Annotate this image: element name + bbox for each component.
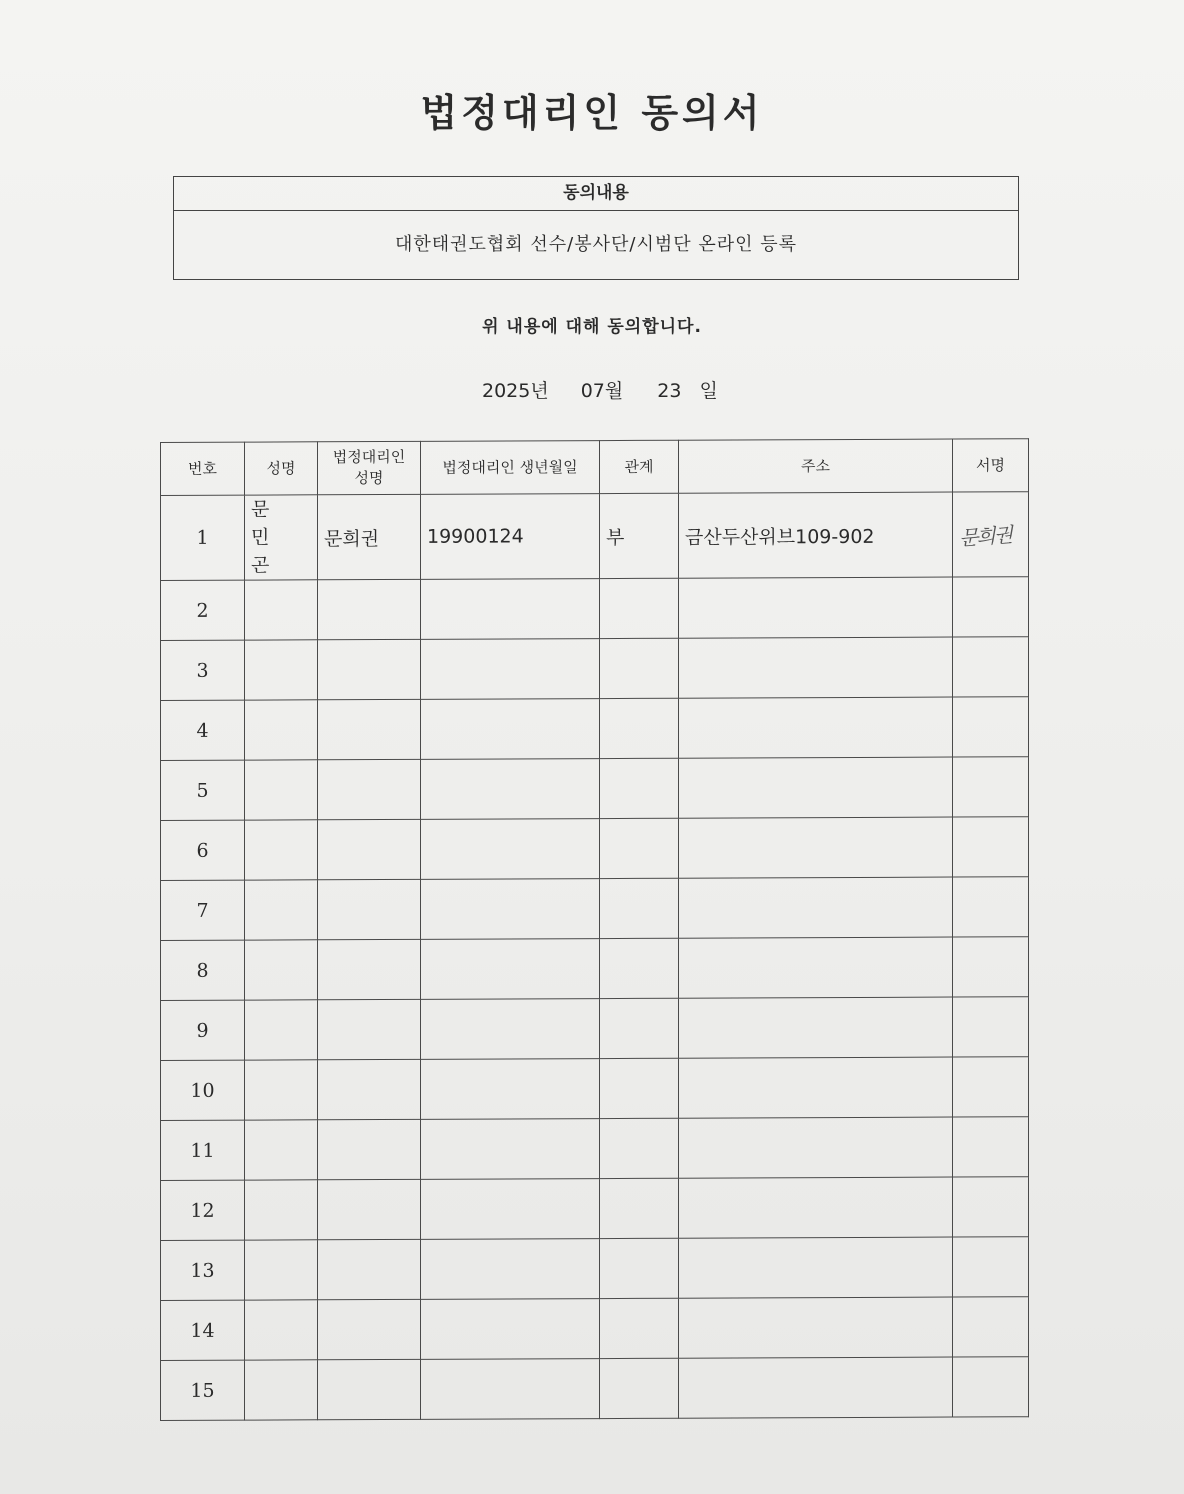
cell-relation bbox=[600, 818, 679, 878]
table-row bbox=[161, 757, 1029, 821]
agreement-statement: 위 내용에 대해 동의합니다. bbox=[482, 317, 702, 337]
cell-guardian-birth bbox=[421, 759, 600, 820]
cell-guardian-name bbox=[318, 579, 421, 639]
cell-guardian-name bbox=[318, 759, 421, 819]
header-signature: 서명 bbox=[953, 439, 1029, 492]
cell-guardian-birth bbox=[421, 1239, 600, 1300]
consent-header: 동의내용 bbox=[174, 177, 1018, 211]
cell-relation bbox=[600, 1298, 679, 1358]
table-row bbox=[161, 637, 1029, 701]
cell-guardian-birth bbox=[421, 819, 600, 880]
cell-name bbox=[245, 700, 318, 760]
cell-name bbox=[245, 760, 318, 820]
cell-address bbox=[679, 1237, 953, 1298]
table-header-row bbox=[161, 439, 1029, 496]
cell-signature bbox=[953, 1297, 1029, 1357]
table-row bbox=[161, 937, 1029, 1001]
cell-name bbox=[245, 880, 318, 940]
cell-relation bbox=[600, 878, 679, 938]
cell-name bbox=[245, 1300, 318, 1360]
table-row bbox=[161, 1357, 1029, 1421]
cell-guardian-birth bbox=[421, 999, 600, 1060]
cell-guardian-birth bbox=[421, 1059, 600, 1120]
cell-guardian-birth bbox=[421, 939, 600, 1000]
cell-number: 14 bbox=[161, 1300, 245, 1360]
table-row bbox=[161, 1057, 1029, 1121]
cell-guardian-name bbox=[318, 1059, 421, 1119]
cell-address: 금산두산위브109-902 bbox=[679, 492, 953, 578]
cell-guardian-birth bbox=[421, 1119, 600, 1180]
handwritten-signature: 문희권 bbox=[958, 522, 1012, 550]
cell-number: 8 bbox=[161, 940, 245, 1000]
cell-signature bbox=[953, 492, 1029, 577]
cell-guardian-name bbox=[318, 1359, 421, 1419]
cell-address bbox=[679, 997, 953, 1058]
cell-guardian-name bbox=[318, 1239, 421, 1299]
table-row bbox=[161, 1117, 1029, 1181]
table-row bbox=[161, 1177, 1029, 1241]
cell-guardian-birth bbox=[421, 1359, 600, 1420]
cell-name bbox=[245, 820, 318, 880]
date-day: 23 bbox=[657, 380, 682, 402]
cell-number: 11 bbox=[161, 1120, 245, 1180]
cell-signature bbox=[953, 1357, 1029, 1417]
cell-address bbox=[679, 877, 953, 938]
cell-signature bbox=[953, 577, 1029, 637]
cell-relation bbox=[600, 638, 679, 698]
cell-relation bbox=[600, 698, 679, 758]
date-day-suffix: 일 bbox=[699, 380, 718, 402]
cell-name bbox=[245, 1120, 318, 1180]
cell-relation bbox=[600, 1118, 679, 1178]
cell-relation bbox=[600, 1058, 679, 1118]
cell-guardian-name bbox=[318, 939, 421, 999]
cell-relation: 부 bbox=[600, 493, 679, 578]
cell-guardian-birth bbox=[421, 879, 600, 940]
cell-name bbox=[245, 1180, 318, 1240]
cell-guardian-name bbox=[318, 819, 421, 879]
cell-name bbox=[245, 1240, 318, 1300]
cell-signature bbox=[953, 997, 1029, 1057]
cell-address bbox=[679, 817, 953, 878]
cell-guardian-name bbox=[318, 1299, 421, 1359]
document-title: 법정대리인 동의서 bbox=[420, 91, 764, 135]
cell-guardian-name bbox=[318, 1179, 421, 1239]
cell-signature bbox=[953, 697, 1029, 757]
cell-relation bbox=[600, 998, 679, 1058]
guardian-consent-table bbox=[160, 438, 1029, 1421]
cell-guardian-name bbox=[318, 1119, 421, 1179]
cell-signature bbox=[953, 937, 1029, 997]
cell-name bbox=[245, 940, 318, 1000]
cell-signature bbox=[953, 1177, 1029, 1237]
cell-signature bbox=[953, 1057, 1029, 1117]
signing-date bbox=[482, 376, 718, 403]
cell-guardian-birth bbox=[421, 579, 600, 640]
cell-number: 4 bbox=[161, 700, 245, 760]
consent-content-box bbox=[173, 176, 1019, 280]
cell-relation bbox=[600, 758, 679, 818]
cell-address bbox=[679, 1057, 953, 1118]
table-row bbox=[161, 492, 1029, 581]
cell-relation bbox=[600, 1178, 679, 1238]
cell-number: 13 bbox=[161, 1240, 245, 1300]
cell-name: 문 민 곤 bbox=[245, 495, 318, 580]
cell-number: 9 bbox=[161, 1000, 245, 1060]
cell-number: 2 bbox=[161, 580, 245, 640]
cell-guardian-birth bbox=[421, 1299, 600, 1360]
cell-name bbox=[245, 1360, 318, 1420]
cell-address bbox=[679, 637, 953, 698]
cell-guardian-birth bbox=[421, 699, 600, 760]
cell-relation bbox=[600, 938, 679, 998]
cell-number: 7 bbox=[161, 880, 245, 940]
header-name: 성명 bbox=[245, 442, 318, 495]
table-row bbox=[161, 577, 1029, 641]
cell-signature bbox=[953, 877, 1029, 937]
cell-guardian-name: 문희권 bbox=[318, 494, 421, 579]
cell-signature bbox=[953, 1117, 1029, 1177]
cell-signature bbox=[953, 637, 1029, 697]
cell-address bbox=[679, 577, 953, 638]
header-address: 주소 bbox=[679, 439, 953, 493]
table-row bbox=[161, 877, 1029, 941]
cell-relation bbox=[600, 578, 679, 638]
cell-guardian-birth bbox=[421, 639, 600, 700]
cell-guardian-birth bbox=[421, 1179, 600, 1240]
cell-number: 5 bbox=[161, 760, 245, 820]
header-relation: 관계 bbox=[600, 440, 679, 493]
cell-signature bbox=[953, 817, 1029, 877]
table-row bbox=[161, 1297, 1029, 1361]
cell-relation bbox=[600, 1358, 679, 1418]
table-row bbox=[161, 817, 1029, 881]
cell-signature bbox=[953, 1237, 1029, 1297]
cell-address bbox=[679, 1177, 953, 1238]
cell-address bbox=[679, 937, 953, 998]
cell-relation bbox=[600, 1238, 679, 1298]
cell-address bbox=[679, 697, 953, 758]
cell-address bbox=[679, 1357, 953, 1418]
cell-guardian-name bbox=[318, 879, 421, 939]
cell-number: 10 bbox=[161, 1060, 245, 1120]
cell-number: 1 bbox=[161, 495, 245, 580]
table-row bbox=[161, 997, 1029, 1061]
cell-number: 15 bbox=[161, 1360, 245, 1420]
cell-number: 12 bbox=[161, 1180, 245, 1240]
header-guardian-name: 법정대리인 성명 bbox=[318, 441, 421, 494]
cell-address bbox=[679, 1117, 953, 1178]
table-row bbox=[161, 1237, 1029, 1301]
cell-address bbox=[679, 757, 953, 818]
cell-signature bbox=[953, 757, 1029, 817]
header-guardian-birth: 법정대리인 생년월일 bbox=[421, 441, 600, 495]
cell-guardian-name bbox=[318, 999, 421, 1059]
header-number: 번호 bbox=[161, 442, 245, 495]
cell-name bbox=[245, 1060, 318, 1120]
cell-guardian-name bbox=[318, 639, 421, 699]
cell-number: 3 bbox=[161, 640, 245, 700]
consent-content: 대한태권도협회 선수/봉사단/시범단 온라인 등록 bbox=[394, 234, 798, 255]
cell-name bbox=[245, 580, 318, 640]
cell-name bbox=[245, 640, 318, 700]
table-row bbox=[161, 697, 1029, 761]
cell-address bbox=[679, 1297, 953, 1358]
cell-guardian-birth: 19900124 bbox=[421, 494, 600, 580]
cell-guardian-name bbox=[318, 699, 421, 759]
cell-name bbox=[245, 1000, 318, 1060]
date-month: 07월 bbox=[580, 380, 624, 402]
date-year: 2025년 bbox=[482, 380, 549, 402]
cell-number: 6 bbox=[161, 820, 245, 880]
